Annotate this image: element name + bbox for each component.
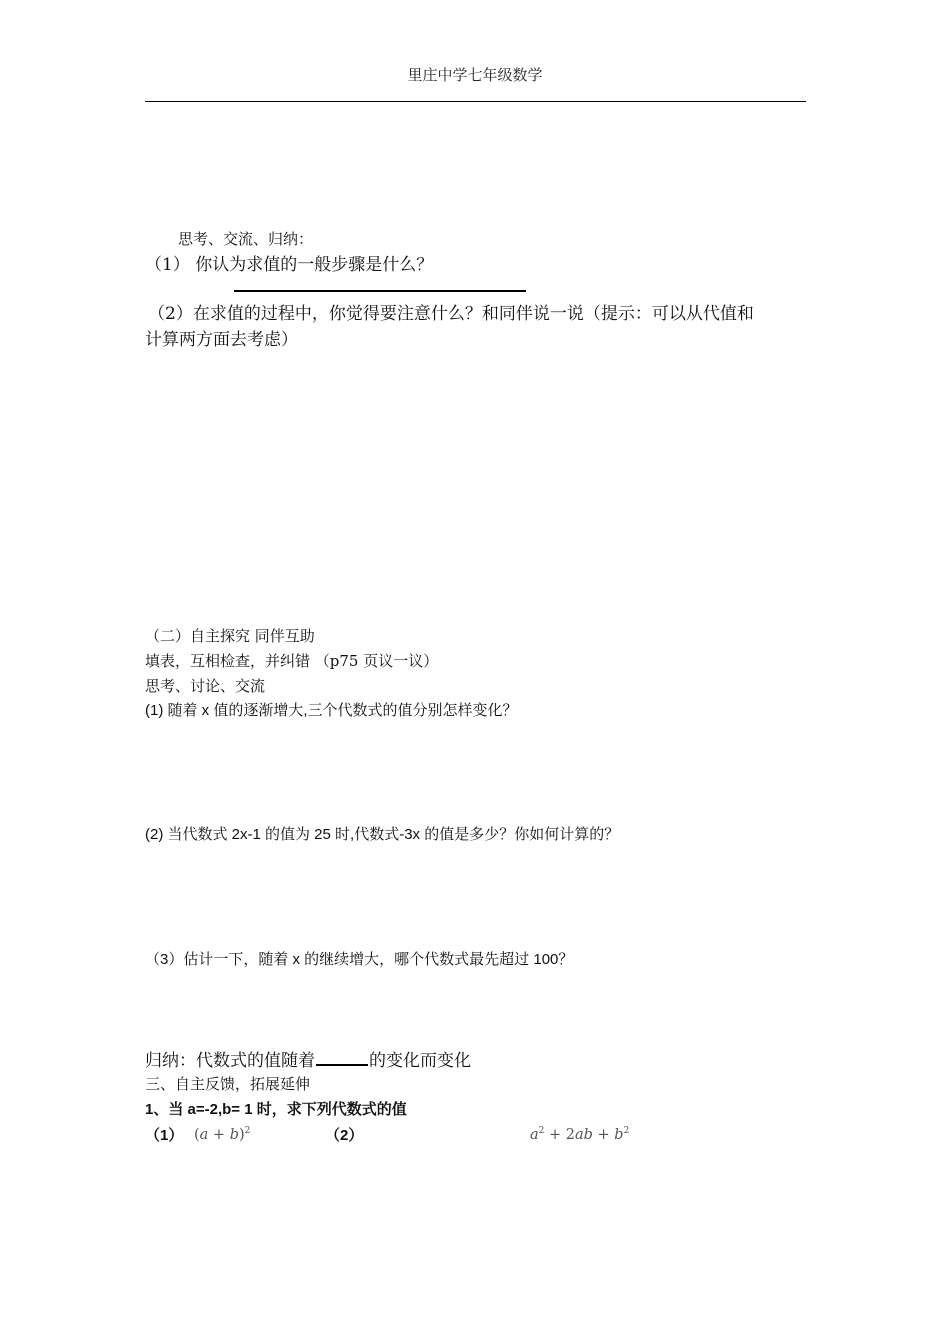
answer-blank-line (234, 290, 526, 292)
expr2-var-a: a (530, 1126, 539, 1143)
explore-question-3: （3）估计一下，随着 x 的继续增大，哪个代数式最先超过 100？ (145, 951, 574, 968)
expr2-plus: + (592, 1126, 615, 1143)
expr1-var-b: b (229, 1126, 239, 1143)
explore-question-1: (1) 随着 x 值的逐渐增大,三个代数式的值分别怎样变化？ (145, 702, 518, 719)
expr1-exponent: 2 (244, 1126, 251, 1136)
expression-1 (194, 1126, 250, 1143)
think-question-2-line-1: （2）在求值的过程中，你觉得要注意什么？和同伴说一说（提示：可以从代值和 (148, 304, 754, 324)
summary-text-before: 归纳：代数式的值随着 (145, 1051, 315, 1071)
summary-text-after: 的变化而变化 (369, 1051, 471, 1071)
problem-1-statement: 1、当 a=-2,b= 1 时，求下列代数式的值 (145, 1101, 407, 1118)
sub-problem-2-label: （2） (325, 1127, 364, 1144)
fill-table-instruction: 填表，互相检查，并纠错 （p75 页议一议） (145, 652, 439, 670)
section-two-heading: （二）自主探究 同伴互助 (145, 627, 315, 645)
summary-statement (145, 1046, 471, 1071)
expr2-var-b: b (614, 1126, 624, 1143)
header-divider (145, 101, 806, 102)
discuss-heading: 思考、讨论、交流 (145, 677, 266, 695)
expr1-var-a: a (199, 1126, 209, 1143)
think-question-1: （1） 你认为求值的一般步骤是什么？ (145, 255, 434, 275)
section-three-heading: 三、自主反馈，拓展延伸 (145, 1075, 311, 1093)
think-heading: 思考、交流、归纳： (178, 230, 314, 248)
expression-2 (530, 1126, 629, 1143)
explore-question-2: (2) 当代数式 2x-1 的值为 25 时,代数式-3x 的值是多少？你如何计算的？ (145, 826, 620, 843)
expr2-b-exponent: 2 (623, 1126, 630, 1136)
expr2-a-exponent: 2 (538, 1126, 545, 1136)
page-header-title: 里庄中学七年级数学 (407, 66, 543, 84)
summary-blank (316, 1048, 368, 1066)
expr2-plus-two: + 2 (544, 1126, 575, 1143)
expr1-close-paren: ) (239, 1126, 245, 1143)
sub-problem-1-label: （1） (145, 1127, 184, 1144)
expr2-term-ab: ab (574, 1126, 593, 1143)
expr1-open-paren: ( (194, 1126, 200, 1143)
think-question-2-line-2: 计算两方面去考虑） (145, 330, 298, 350)
expr1-plus: + (208, 1126, 230, 1143)
